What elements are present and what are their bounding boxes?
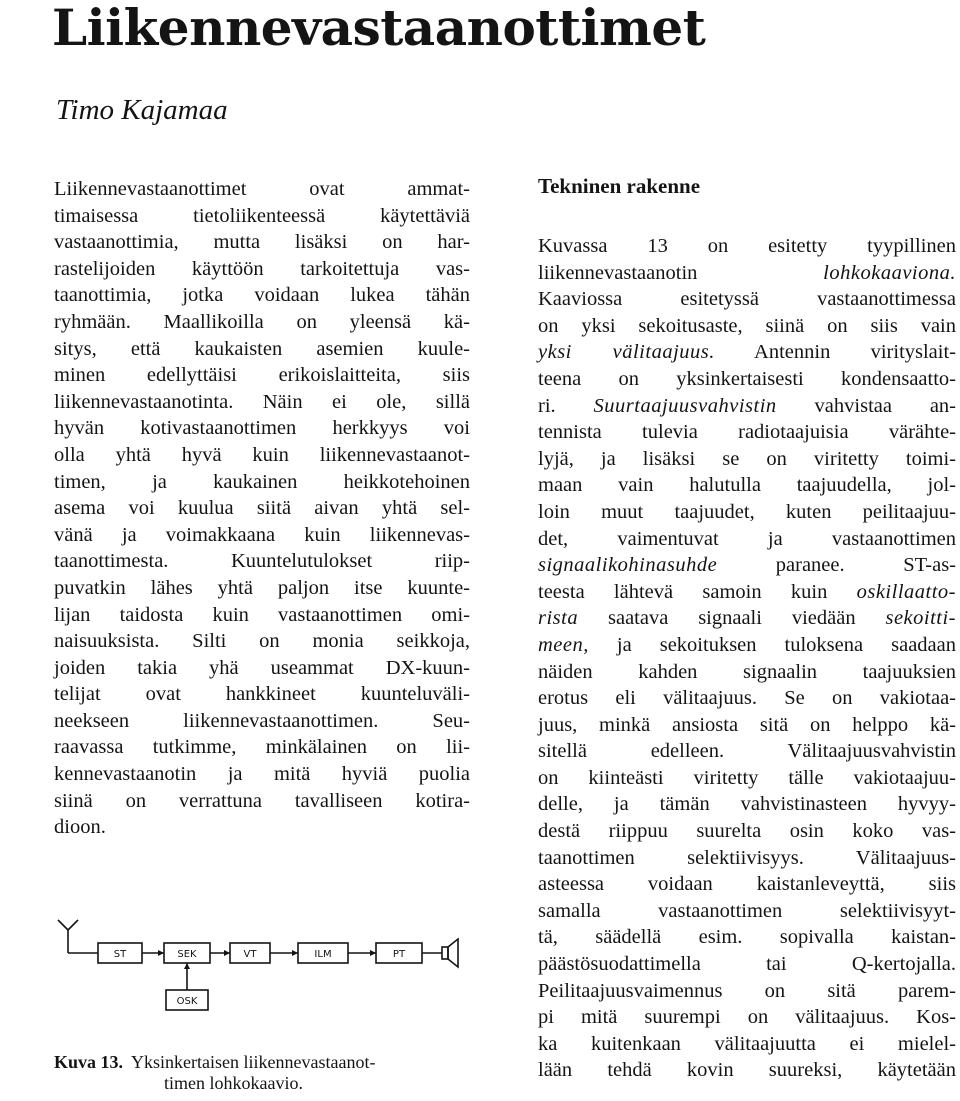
text-line: puvatkin lähes yhtä paljon itse kuunte- (54, 576, 470, 599)
text-line: maan vain halutulla taajuudella, jol- (538, 474, 956, 497)
text-line: minen edellyttäisi erikoislaitteita, siis (54, 364, 470, 387)
text-line: lään tehdä kovin suureksi, käytetään (538, 1059, 956, 1082)
text-line: sitellä edelleen. Välitaajuusvahvistin (538, 740, 956, 763)
text-line: hyvän kotivastaanottimen herkkyys voi (54, 417, 470, 440)
text-line: meen, ja sekoituksen tuloksena saadaan (538, 633, 956, 656)
text-line: ka kuitenkaan välitaajuutta ei mielel- (538, 1032, 956, 1055)
text-line: ri. Suurtaajuusvahvistin vahvistaa an- (538, 394, 957, 417)
block-osk-label: OSK (176, 996, 198, 1007)
figure-caption-label: Kuva 13. (54, 1052, 124, 1072)
text-line: tä, säädellä esim. sopivalla kaistan- (538, 926, 956, 949)
text-line: rista saatava signaali viedään sekoitti- (538, 607, 957, 630)
text-line: dioon. (54, 816, 106, 839)
text-line: siinä on verrattuna tavalliseen kotira- (54, 789, 470, 812)
text-line: taanottimia, jotka voidaan lukea tähän (54, 284, 470, 307)
text-line: pi mitä suurempi on välitaajuus. Kos- (538, 1006, 956, 1029)
article-author: Timo Kajamaa (56, 94, 228, 126)
right-column-text (538, 233, 956, 1084)
block-vt-label: VT (243, 949, 257, 960)
text-line: Kuvassa 13 on esitetty tyypillinen (538, 235, 956, 257)
figure-caption-line2: timen lohkokaavio. (164, 1073, 303, 1093)
text-line: lyjä, ja lisäksi se on viritetty toimi- (538, 447, 956, 470)
figure-caption (54, 1052, 474, 1094)
block-diagram (54, 910, 474, 1020)
text-line: olla yhtä hyvä kuin liikennevastaanot- (54, 443, 470, 466)
text-line: naisuuksista. Silti on monia seikkoja, (54, 630, 470, 653)
text-line: lijan taidosta kuin vastaanottimen omi- (54, 603, 470, 626)
text-line: liikennevastaanotinta. Näin ei ole, sillä (54, 390, 470, 413)
text-line: asteessa voidaan kaistanleveyttä, siis (538, 873, 956, 896)
section-heading: Tekninen rakenne (538, 174, 701, 198)
article-title: Liikennevastaanottimet (52, 0, 706, 57)
text-line: taanottimen selektiivisyys. Välitaajuus- (538, 846, 956, 869)
text-line: joiden takia yhä useammat DX-kuun- (54, 656, 470, 679)
text-line: näiden kahden signaalin taajuuksien (538, 660, 956, 683)
text-line: signaalikohinasuhde paranee. ST-as- (538, 554, 956, 577)
text-line: on yksi sekoitusaste, siinä on siis vain (538, 314, 956, 337)
text-line: neekseen liikennevastaanottimen. Seu- (54, 709, 470, 732)
text-line: on kiinteästi viritetty tälle vakiotaajuu- (538, 766, 956, 789)
text-line: asema voi kuulua siitä aivan yhtä sel- (54, 497, 470, 520)
text-line: erotus eli välitaajuus. Se on vakiotaa- (538, 687, 956, 710)
text-line: teena on yksinkertaisesti kondensaatto- (538, 367, 956, 390)
text-line: timaisessa tietoliikenteessä käytettäviä (54, 204, 470, 227)
text-line: sitys, että kaukaisten asemien kuule- (54, 337, 470, 360)
text-line: det, vaimentuvat ja vastaanottimen (538, 527, 956, 550)
text-line: loin muut taajuudet, kuten peilitaajuu- (538, 500, 956, 523)
text-line: tennista tulevia radiotaajuisia värähte- (538, 421, 956, 444)
text-line: vänä ja voimakkaana kuin liikennevas- (54, 523, 470, 546)
text-line: raavassa tutkimme, minkälainen on lii- (54, 736, 470, 759)
figure-caption-line1: Yksinkertaisen liikennevastaanot- (131, 1052, 376, 1072)
text-line: juus, minkä ansiosta sitä on helppo kä- (538, 713, 956, 736)
text-line: taanottimesta. Kuuntelutulokset riip- (54, 550, 470, 573)
text-line: teesta lähtevä samoin kuin oskillaatto- (538, 580, 956, 603)
block-st-label: ST (113, 949, 127, 960)
text-line: yksi välitaajuus. Antennin virityslait- (538, 341, 956, 364)
text-line: kennevastaanotin ja mitä hyviä puolia (54, 763, 470, 786)
block-sek-label: SEK (177, 949, 197, 960)
text-line: Kaaviossa esitetyssä vastaanottimessa (538, 288, 956, 311)
block-ilm-label: ILM (314, 949, 332, 960)
antenna-icon (58, 920, 98, 953)
text-line: delle, ja tämän vahvistinasteen hyvyy- (538, 793, 956, 816)
text-line: ryhmään. Maallikoilla on yleensä kä- (54, 310, 470, 333)
text-line: vastaanottimia, mutta lisäksi on har- (54, 231, 470, 254)
text-line: destä riippuu suurelta osin koko vas- (538, 820, 956, 843)
left-column-text (54, 176, 470, 841)
block-pt-label: PT (392, 949, 406, 960)
text-line: telijat ovat hankkineet kuunteluväli- (54, 683, 470, 706)
text-line: liikennevastaanotin lohkokaaviona. (538, 261, 956, 284)
loudspeaker-icon (442, 939, 458, 967)
text-line: timen, ja kaukainen heikkotehoinen (54, 470, 470, 493)
text-line: samalla vastaanottimen selektiivisyyt- (538, 899, 956, 922)
text-line: rastelijoiden käyttöön tarkoitettuja vas- (54, 257, 470, 280)
text-line: päästösuodattimella tai Q-kertojalla. (538, 953, 956, 976)
text-line: Peilitaajuusvaimennus on sitä parem- (538, 979, 956, 1002)
text-line: Liikennevastaanottimet ovat ammat- (54, 178, 470, 200)
